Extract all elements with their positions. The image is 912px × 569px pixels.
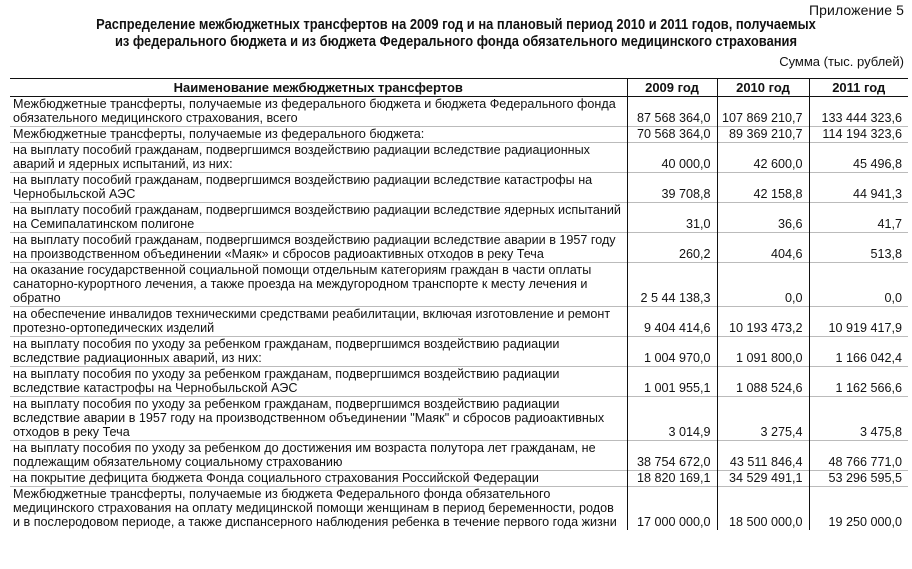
value-2011-cell: 114 194 323,6 [809,127,908,143]
value-2010-cell: 10 193 473,2 [717,307,809,337]
value-2009-cell: 31,0 [627,203,717,233]
table-row [10,263,908,307]
title-line-1: Распределение межбюджетных трансфертов на 2009 год и на плановый период 2010 и 2011 годов, получаемых [96,16,816,33]
row-name-cell: на выплату пособий гражданам, подвергшимся воздействию радиации вследствие ядерных испытаний на Семипалатинском полигоне [10,203,627,233]
value-2011-cell: 44 941,3 [809,173,908,203]
row-name-cell: на выплату пособий гражданам, подвергшимся воздействию радиации вследствие радиационных аварий и ядерных испытаний, из них: [10,143,627,173]
value-2010-cell: 18 500 000,0 [717,487,809,531]
row-name-cell: Межбюджетные трансферты, получаемые из федерального бюджета и бюджета Федерального фонда обязательного медицинского страхования, всего [13,97,616,125]
value-2010-cell: 42 158,8 [717,173,809,203]
table-row [10,367,908,397]
header-2010: 2010 год [717,79,809,97]
table-row [10,397,908,441]
value-2009-cell: 70 568 364,0 [627,127,717,143]
table-row [10,97,908,127]
value-2009-cell: 40 000,0 [627,143,717,173]
appendix-label: Приложение 5 [809,2,904,18]
value-2011-cell: 133 444 323,6 [809,97,908,127]
table-header-row [10,79,908,97]
value-2010-cell: 89 369 210,7 [717,127,809,143]
value-2010-cell: 36,6 [717,203,809,233]
value-2010-cell: 0,0 [717,263,809,307]
value-2011-cell: 45 496,8 [809,143,908,173]
value-2010-cell: 1 091 800,0 [717,337,809,367]
value-2010-cell: 404,6 [717,233,809,263]
document-title [81,16,831,50]
row-name-cell: на выплату пособия по уходу за ребенком гражданам, подвергшимся воздействию радиации вследствие катастрофы на Чернобыльской АЭС [10,367,627,397]
row-name-cell: на оказание государственной социальной помощи отдельным категориям граждан в части оплаты санаторно-курортного лечения, а также проезда на междугородном транспорте к месту лечения и обратно [10,263,627,307]
value-2011-cell: 10 919 417,9 [809,307,908,337]
title-line-2: из федерального бюджета и из бюджета Федерального фонда обязательного медицинского страхования [114,33,797,50]
table-row [10,487,908,531]
value-2011-cell: 1 166 042,4 [809,337,908,367]
table-row [10,471,908,487]
table-row [10,441,908,471]
value-2009-cell: 3 014,9 [627,397,717,441]
row-name-cell: на обеспечение инвалидов техническими средствами реабилитации, включая изготовление и ремонт протезно-ортопедических изделий [10,307,627,337]
table-row [10,307,908,337]
table-row [10,203,908,233]
value-2011-cell: 0,0 [809,263,908,307]
row-name-cell: на выплату пособий гражданам, подвергшимся воздействию радиации вследствие катастрофы на Чернобыльской АЭС [10,173,627,203]
table-row [10,127,908,143]
value-2009-cell: 18 820 169,1 [627,471,717,487]
value-2011-cell: 3 475,8 [809,397,908,441]
row-name-cell: Межбюджетные трансферты, получаемые из федерального бюджета: [10,127,627,143]
value-2009-cell: 17 000 000,0 [627,487,717,531]
table-row [10,337,908,367]
value-2009-cell: 38 754 672,0 [627,441,717,471]
value-2009-cell: 2 5 44 138,3 [627,263,717,307]
value-2009-cell: 87 568 364,0 [627,97,717,127]
value-2009-cell: 1 004 970,0 [627,337,717,367]
header-2009: 2009 год [627,79,717,97]
transfers-table [10,78,908,530]
row-name-cell: на выплату пособий гражданам, подвергшимся воздействию радиации вследствие аварии в 1957 году на производственном объединении «Маяк» и сбросов радиоактивных отходов в реку Теча [10,233,627,263]
header-name: Наименование межбюджетных трансфертов [10,79,627,97]
table-row [10,173,908,203]
row-name-cell: на выплату пособия по уходу за ребенком до достижения им возраста полутора лет гражданам, не подлежащим обязательному социальному страхованию [10,441,627,471]
value-2011-cell: 48 766 771,0 [809,441,908,471]
value-2010-cell: 3 275,4 [717,397,809,441]
row-name-cell: на покрытие дефицита бюджета Фонда социального страхования Российской Федерации [10,471,627,487]
value-2011-cell: 513,8 [809,233,908,263]
table-row [10,233,908,263]
table-row [10,143,908,173]
row-name-cell: Межбюджетные трансферты, получаемые из бюджета Федерального фонда обязательного медицинского страхования на оплату медицинской помощи женщинам в период беременности, родов и в послеродовом периоде, а также диспансерного наблюдения ребенка в течение первого года жизни [10,487,627,531]
value-2009-cell: 39 708,8 [627,173,717,203]
value-2011-cell: 1 162 566,6 [809,367,908,397]
value-2010-cell: 42 600,0 [717,143,809,173]
header-2011: 2011 год [809,79,908,97]
value-2009-cell: 1 001 955,1 [627,367,717,397]
row-name-cell: на выплату пособия по уходу за ребенком гражданам, подвергшимся воздействию радиации вследствие аварии в 1957 году на производственном объединении "Маяк" и сбросов радиоактивных отходов в реку Теча [10,397,627,441]
unit-label: Сумма (тыс. рублей) [779,54,904,69]
value-2011-cell: 53 296 595,5 [809,471,908,487]
value-2010-cell: 107 869 210,7 [717,97,809,127]
value-2011-cell: 41,7 [809,203,908,233]
table-body [10,97,908,531]
value-2011-cell: 19 250 000,0 [809,487,908,531]
value-2010-cell: 43 511 846,4 [717,441,809,471]
value-2009-cell: 9 404 414,6 [627,307,717,337]
value-2010-cell: 1 088 524,6 [717,367,809,397]
row-name-cell: на выплату пособия по уходу за ребенком гражданам, подвергшимся воздействию радиации вследствие радиационных аварий, из них: [10,337,627,367]
value-2009-cell: 260,2 [627,233,717,263]
value-2010-cell: 34 529 491,1 [717,471,809,487]
